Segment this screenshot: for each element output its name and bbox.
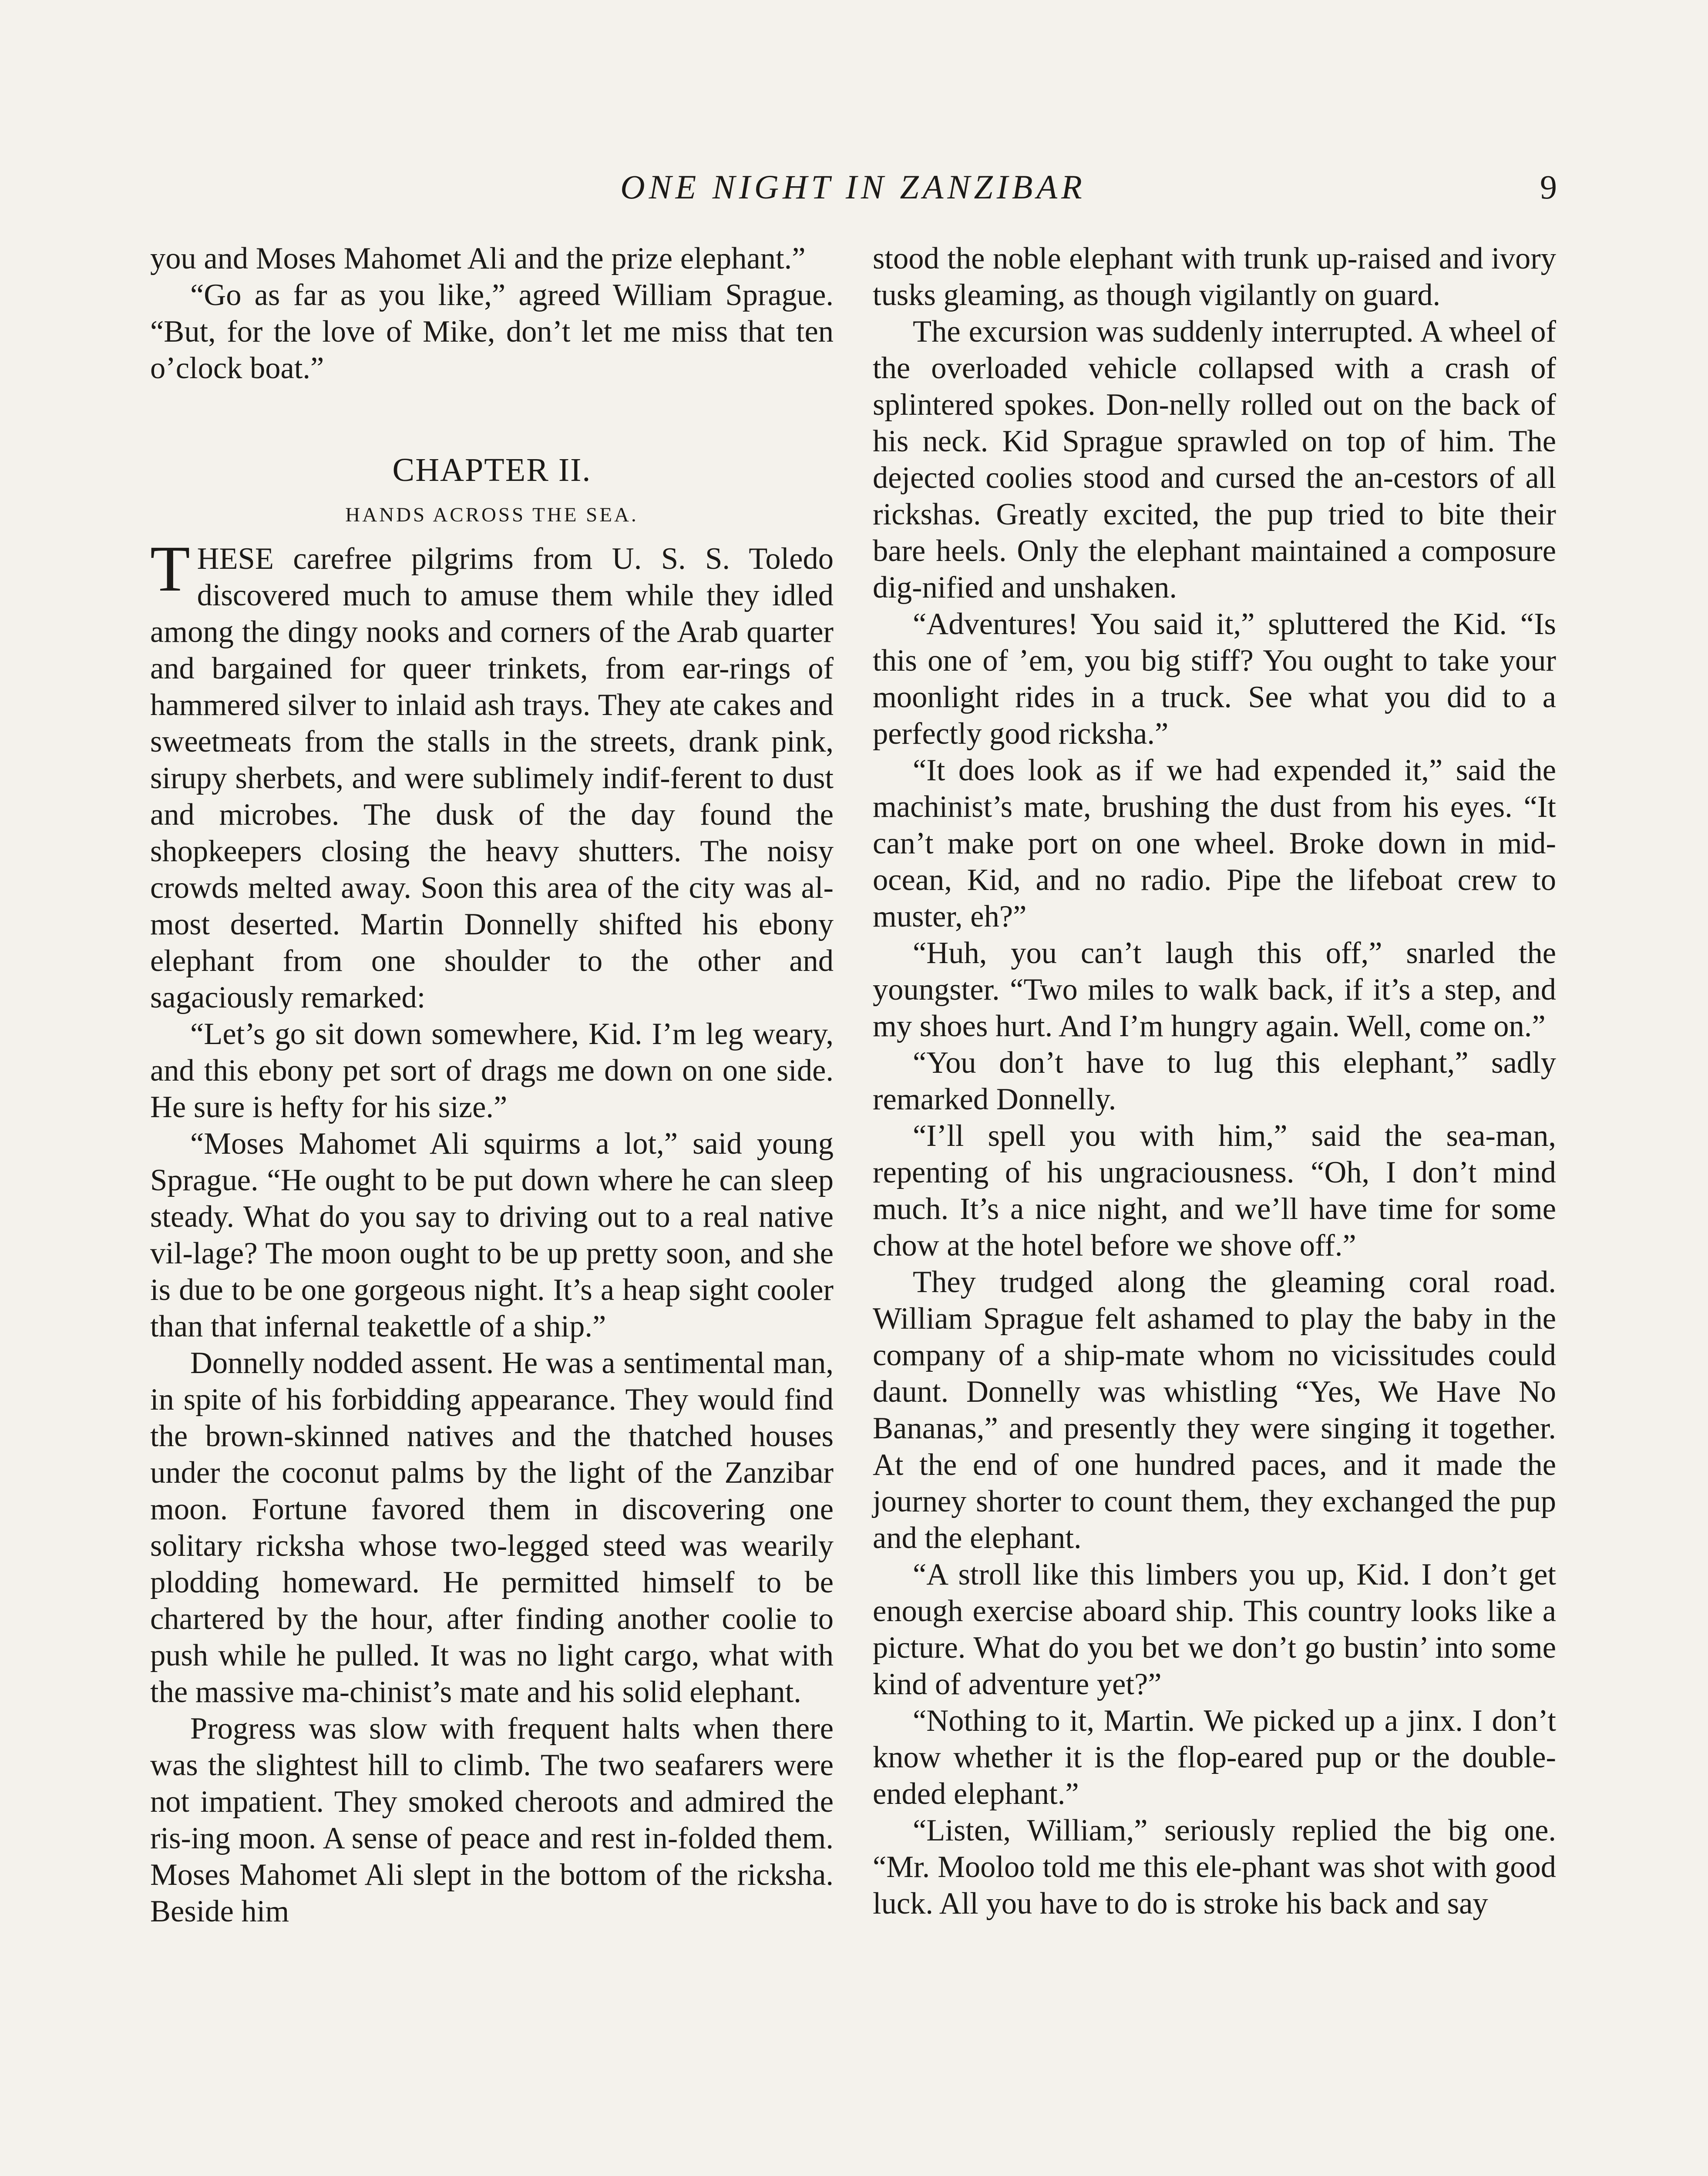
page-number: 9	[1540, 168, 1557, 206]
paragraph: stood the noble elephant with trunk up-raised and ivory tusks gleaming, as though vigilantly on guard.	[873, 242, 1556, 312]
paragraph: “Go as far as you like,” agreed William Sprague. “But, for the love of Mike, don’t let me miss that ten o’clock boat.”	[150, 278, 834, 385]
paragraph: “Let’s go sit down somewhere, Kid. I’m leg weary, and this ebony pet sort of drags me down on one side. He sure is hefty for his size.”	[150, 1017, 834, 1124]
running-head	[150, 163, 1556, 211]
chapter-title: CHAPTER II.	[392, 452, 592, 488]
paragraph: “It does look as if we had expended it,” said the machinist’s mate, brushing the dust from his eyes. “It can’t make port on one wheel. Broke down in mid-ocean, Kid, and no radio. Pipe the lifeboat crew to muster, eh?”	[873, 753, 1556, 934]
paragraph: “You don’t have to lug this elephant,” sadly remarked Donnelly.	[873, 1046, 1556, 1116]
opening-paragraph	[150, 533, 834, 1016]
paragraph: “Nothing to it, Martin. We picked up a jinx. I don’t know whether it is the flop-eared pup or the double-ended elephant.”	[873, 1704, 1556, 1811]
paragraph: “A stroll like this limbers you up, Kid. I don’t get enough exercise aboard ship. This country looks like a picture. What do you bet we don’t go bustin’ into some kind of adventure yet?”	[873, 1558, 1556, 1701]
paragraph: They trudged along the gleaming coral road. William Sprague felt ashamed to play the baby in the company of a ship-mate whom no vicissitudes could daunt. Donnelly was whistling “Yes, We Have No Bananas,” and presently they were singing it together. At the end of one hundred paces, and it made the journey shorter to count them, they exchanged the pup and the elephant.	[873, 1265, 1556, 1555]
paragraph: “Listen, William,” seriously replied the big one. “Mr. Mooloo told me this ele-phant was shot with good luck. All you have to do is stroke his back and say	[873, 1813, 1556, 1921]
opening-paragraph-text: HESE carefree pilgrims from U. S. S. Toledo discovered much to amuse them while they idled among the dingy nooks and corners of the Arab quarter and bargained for queer trinkets, from ear-rings of hammered silver to inlaid ash trays. They ate cakes and sweetmeats from the stalls in the streets, drank pink, sirupy sherbets, and were sublimely indif-ferent to dust and microbes. The dusk of the day found the shopkeepers closing the heavy shutters. The noisy crowds melted away. Soon this area of the city was al-most deserted. Martin Donnelly shifted his ebony elephant from one shoulder to the other and sagaciously remarked:	[150, 542, 834, 1014]
paragraph: you and Moses Mahomet Ali and the prize elephant.”	[150, 242, 806, 275]
paragraph: Progress was slow with frequent halts when there was the slightest hill to climb. The two seafarers were not impatient. They smoked cheroots and admired the ris-ing moon. A sense of peace and rest in-folded them. Moses Mahomet Ali slept in the bottom of the ricksha. Beside him	[150, 1712, 834, 1928]
right-column	[873, 240, 1556, 1922]
drop-cap: T	[150, 533, 190, 605]
paragraph: “Adventures! You said it,” spluttered the Kid. “Is this one of ’em, you big stiff? You ought to take your moonlight rides in a truck. See what you did to a perfectly good ricksha.”	[873, 607, 1556, 751]
paragraph: “Moses Mahomet Ali squirms a lot,” said young Sprague. “He ought to be put down where he can sleep steady. What do you say to driving out to a real native vil-lage? The moon ought to be up pretty soon, and she is due to be one gorgeous night. It’s a heap sight cooler than that infernal teakettle of a ship.”	[150, 1127, 834, 1343]
paragraph: The excursion was suddenly interrupted. A wheel of the overloaded vehicle collapsed with a crash of splintered spokes. Don-nelly rolled out on the back of his neck. Kid Sprague sprawled on top of him. The dejected coolies stood and cursed the an-cestors of all rickshas. Greatly excited, the pup tried to bite their bare heels. Only the elephant maintained a composure dig-nified and unshaken.	[873, 315, 1556, 604]
running-title: ONE NIGHT IN ZANZIBAR	[620, 168, 1086, 206]
left-column	[150, 240, 834, 1930]
chapter-subtitle: HANDS ACROSS THE SEA.	[345, 504, 639, 526]
paragraph: Donnelly nodded assent. He was a sentimental man, in spite of his forbidding appearance. They would find the brown-skinned natives and the thatched houses under the coconut palms by the light of the Zanzibar moon. Fortune favored them in discovering one solitary ricksha whose two-legged steed was wearily plodding homeward. He permitted himself to be chartered by the hour, after finding another coolie to push while he pulled. It was no light cargo, what with the massive ma-chinist’s mate and his solid elephant.	[150, 1346, 834, 1709]
paragraph: “Huh, you can’t laugh this off,” snarled the youngster. “Two miles to walk back, if it’s a step, and my shoes hurt. And I’m hungry again. Well, come on.”	[873, 936, 1556, 1043]
paragraph: “I’ll spell you with him,” said the sea-man, repenting of his ungraciousness. “Oh, I don’t mind much. It’s a nice night, and we’ll have time for some chow at the hotel before we shove off.”	[873, 1119, 1556, 1263]
